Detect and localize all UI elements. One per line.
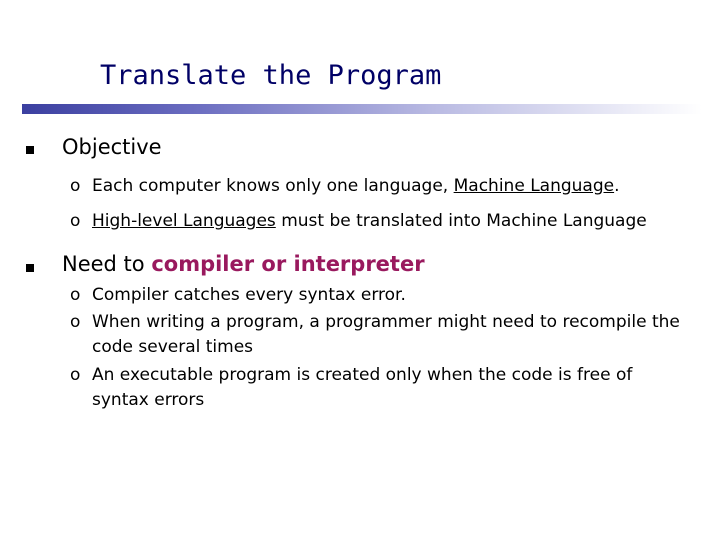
bullet-prefix: Need to xyxy=(62,252,152,276)
sub-marker: o xyxy=(70,312,81,332)
bullet-need-to-compiler xyxy=(62,252,425,276)
subitem-machine-language xyxy=(92,174,682,199)
machine-language-term: Machine Language xyxy=(453,176,615,196)
subitem-text: . xyxy=(614,176,620,196)
slide-title: Translate the Program xyxy=(100,60,442,91)
sub-marker: o xyxy=(70,365,81,385)
high-level-languages-term: High-level Languages xyxy=(92,211,276,231)
sub-marker: o xyxy=(70,211,81,231)
subitem-recompile: When writing a program, a programmer might need to recompile the code several times xyxy=(92,312,680,357)
bullet-objective: Objective xyxy=(62,135,162,159)
subitem-text: must be translated into Machine Language xyxy=(275,211,647,231)
subitem-executable: An executable program is created only when the code is free of syntax errors xyxy=(92,365,633,410)
compiler-or-interpreter-highlight: compiler or interpreter xyxy=(151,252,425,276)
bullet-square-2 xyxy=(26,264,34,272)
title-underline-rule xyxy=(22,104,702,114)
subitem-high-level-languages xyxy=(92,209,682,234)
sub-marker: o xyxy=(70,176,81,196)
subitem-compiler-catches: Compiler catches every syntax error. xyxy=(92,285,406,305)
sub-marker: o xyxy=(70,285,81,305)
subitem-text: Each computer knows only one language, xyxy=(92,176,454,196)
bullet-square-1 xyxy=(26,146,34,154)
